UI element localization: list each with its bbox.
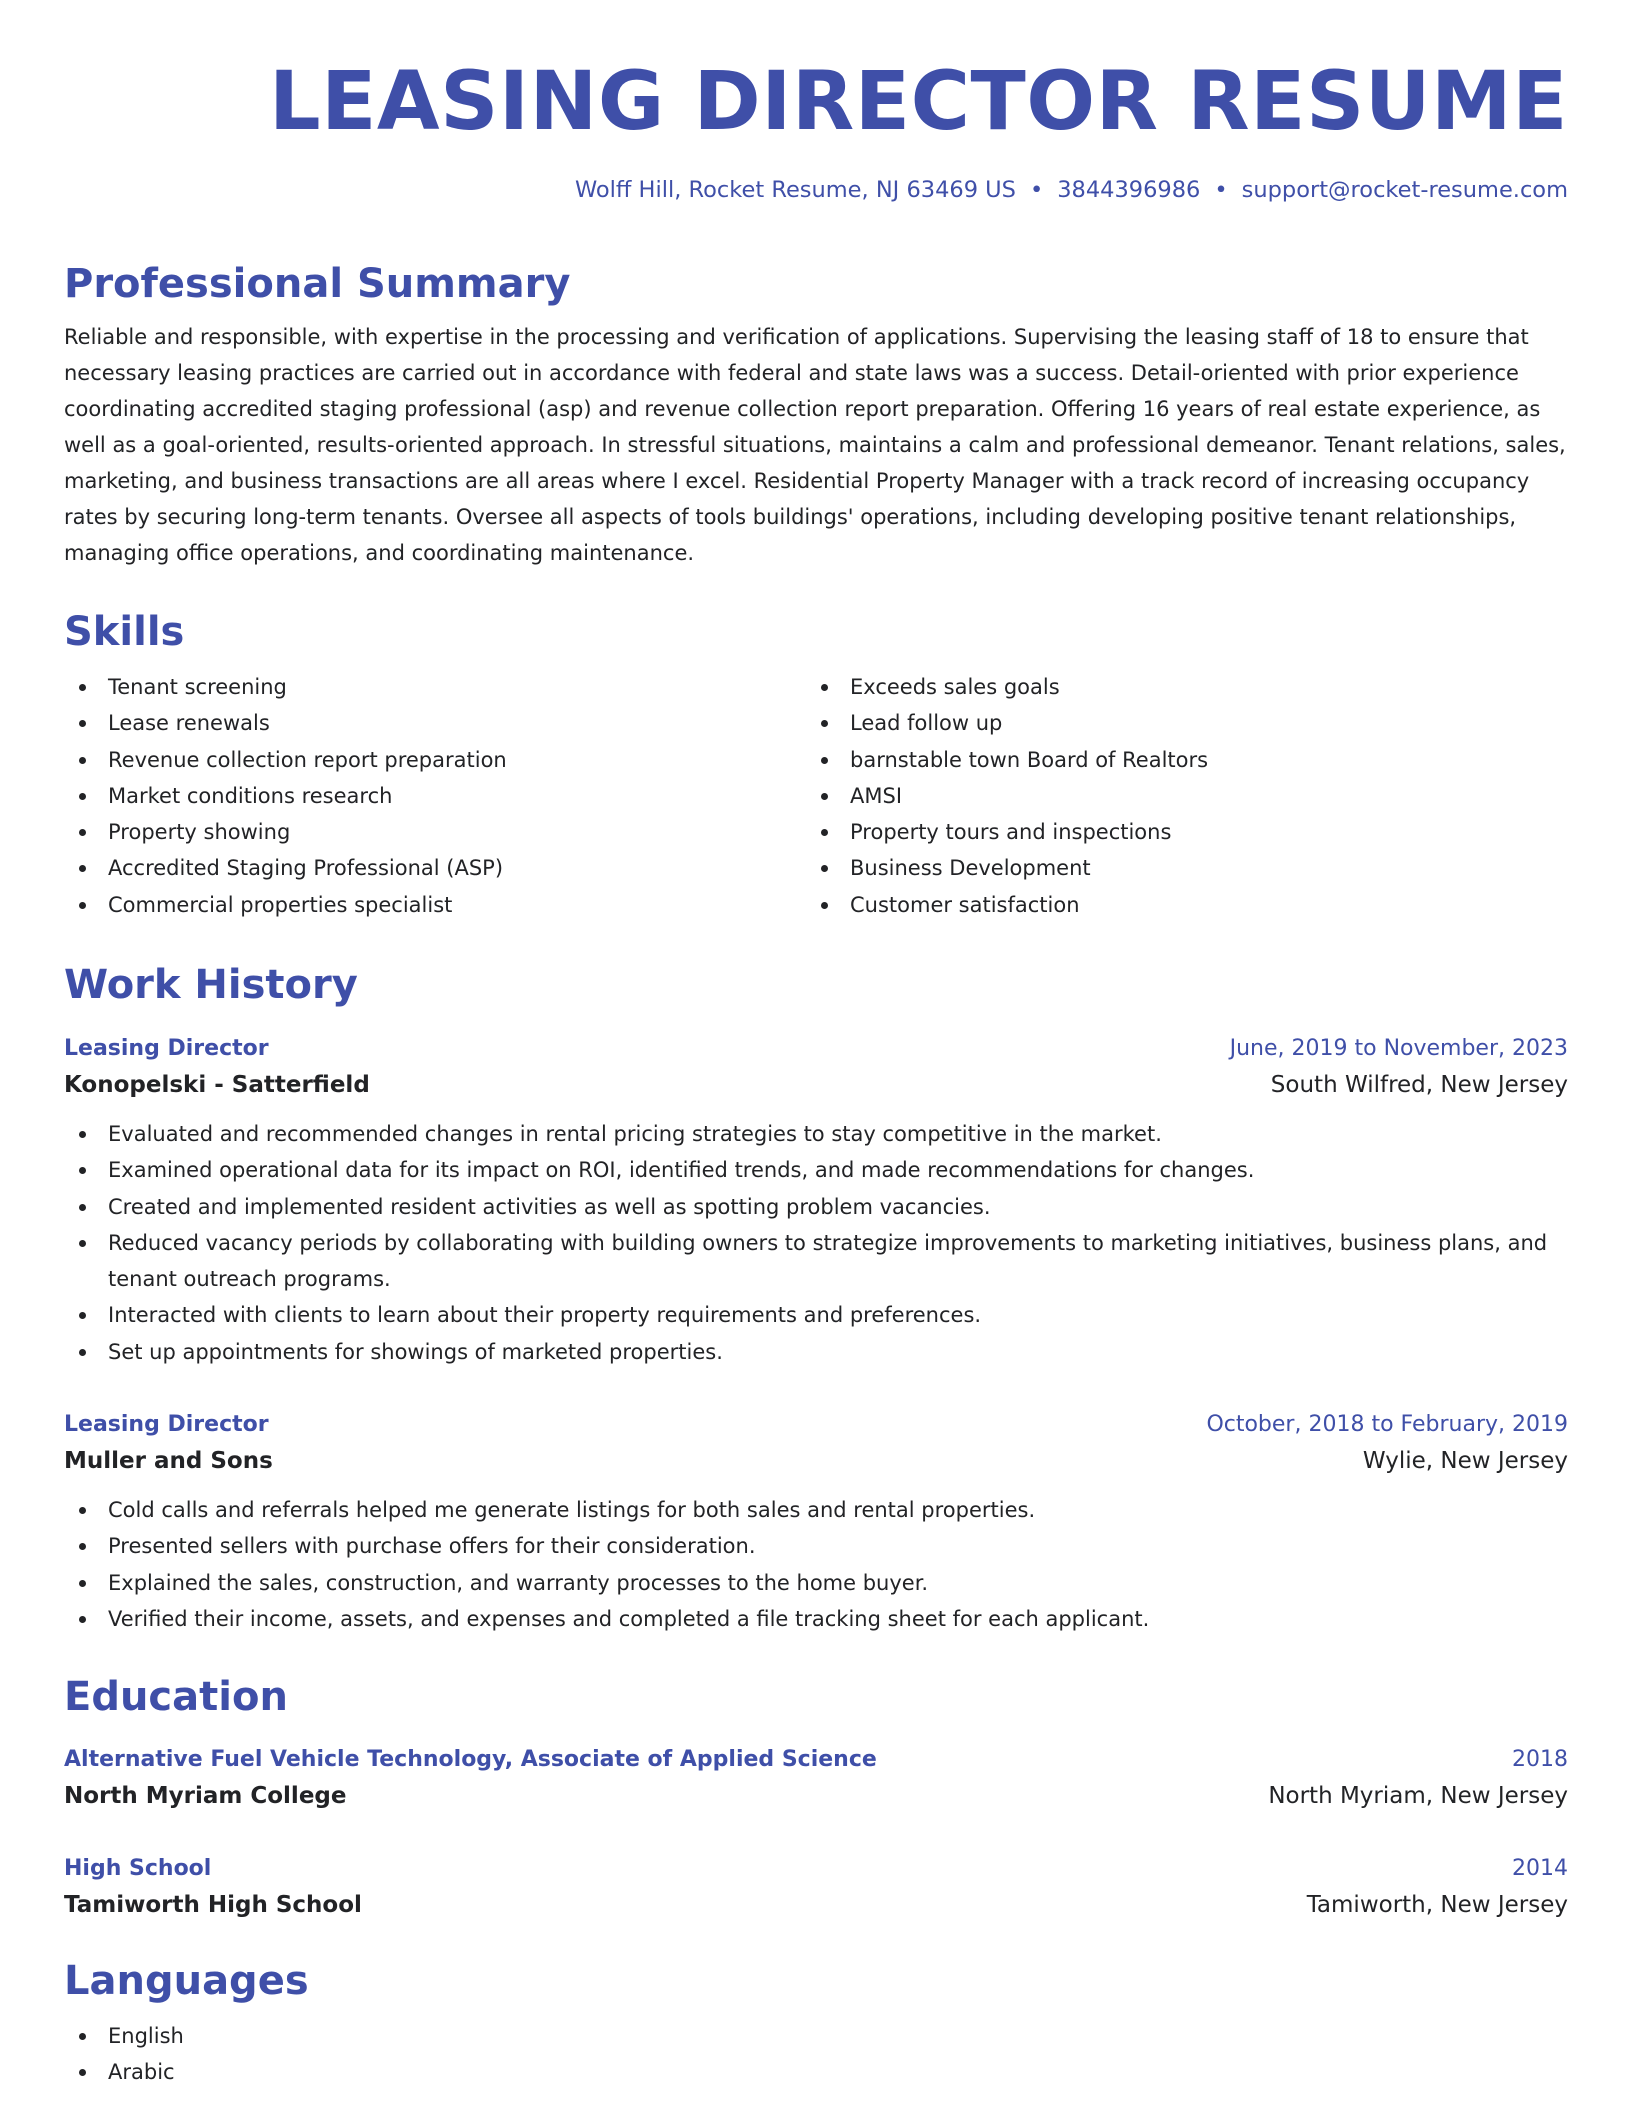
education-school: Tamiworth High School [64, 1892, 362, 1918]
contact-email[interactable]: support@rocket-resume.com [1241, 177, 1568, 203]
job-duties [64, 1116, 1568, 1370]
contact-separator: • [1029, 177, 1044, 203]
skill-item: AMSI [806, 778, 1548, 814]
job-dates: October, 2018 to February, 2019 [1206, 1412, 1568, 1437]
skill-item: Commercial properties specialist [64, 887, 806, 923]
contact-address: Wolff Hill, Rocket Resume, NJ 63469 US [574, 177, 1016, 203]
job-company-row [64, 1066, 1568, 1104]
skill-item: Lead follow up [806, 705, 1548, 741]
skills-section [64, 607, 1568, 923]
education-location: North Myriam, New Jersey [1268, 1783, 1568, 1809]
job-duty: Interacted with clients to learn about their property requirements and preferences. [64, 1297, 1568, 1333]
skills-columns [64, 669, 1568, 923]
job-header-row [64, 1408, 1568, 1442]
language-item: English [64, 2018, 1568, 2054]
skill-item: Business Development [806, 850, 1548, 886]
work-history-section [64, 960, 1568, 1010]
job-header-row [64, 1032, 1568, 1066]
job-duty: Cold calls and referrals helped me generate listings for both sales and rental properties. [64, 1492, 1568, 1528]
job-company: Konopelski - Satterfield [64, 1072, 370, 1098]
skill-item: Tenant screening [64, 669, 806, 705]
skill-item: Lease renewals [64, 705, 806, 741]
job-duties [64, 1492, 1568, 1637]
section-title-work: Work History [64, 962, 358, 1008]
job-duty: Set up appointments for showings of marketed properties. [64, 1334, 1568, 1370]
job-entry [64, 1408, 1568, 1637]
languages-section [64, 1956, 1568, 2091]
job-company-row [64, 1442, 1568, 1480]
resume-header [64, 52, 1568, 206]
skill-item: Property showing [64, 814, 806, 850]
job-dates: June, 2019 to November, 2023 [1229, 1036, 1568, 1061]
job-duty: Verified their income, assets, and expenses and completed a file tracking sheet for each applicant. [64, 1601, 1568, 1637]
section-title-languages: Languages [64, 1958, 309, 2004]
education-location: Tamiworth, New Jersey [1306, 1892, 1568, 1918]
skill-item: Market conditions research [64, 778, 806, 814]
skills-list-right [806, 669, 1548, 923]
job-duty: Explained the sales, construction, and warranty processes to the home buyer. [64, 1565, 1568, 1601]
languages-list [64, 2018, 1568, 2091]
section-title-skills: Skills [64, 609, 185, 655]
job-company: Muller and Sons [64, 1448, 273, 1474]
skill-item: Property tours and inspections [806, 814, 1548, 850]
job-duty: Evaluated and recommended changes in rental pricing strategies to stay competitive in the market. [64, 1116, 1568, 1152]
contact-line [64, 174, 1568, 206]
skill-item: Customer satisfaction [806, 887, 1548, 923]
education-degree: Alternative Fuel Vehicle Technology, Associate of Applied Science [64, 1747, 877, 1772]
education-school-row [64, 1886, 1568, 1924]
section-title-education: Education [64, 1674, 288, 1720]
job-location: South Wilfred, New Jersey [1270, 1072, 1568, 1098]
job-duty: Examined operational data for its impact on ROI, identified trends, and made recommendations for changes. [64, 1152, 1568, 1188]
education-year: 2018 [1512, 1747, 1568, 1772]
education-school-row [64, 1777, 1568, 1815]
education-section [64, 1672, 1568, 1722]
skill-item: barnstable town Board of Realtors [806, 742, 1548, 778]
contact-separator: • [1214, 177, 1228, 203]
job-title: Leasing Director [64, 1412, 269, 1437]
job-duty: Presented sellers with purchase offers for their consideration. [64, 1528, 1568, 1564]
job-duty: Reduced vacancy periods by collaborating with building owners to strategize improvements to marketing initiatives, business plans, and tenant outreach programs. [64, 1225, 1568, 1298]
skill-item: Revenue collection report preparation [64, 742, 806, 778]
resume-title: LEASING DIRECTOR RESUME [268, 55, 1568, 149]
job-location: Wylie, New Jersey [1362, 1448, 1568, 1474]
contact-phone: 3844396986 [1057, 177, 1201, 203]
summary-text: Reliable and responsible, with expertise in the processing and verification of applications. Supervising the leasing staff of 18 to ensure that necessary leasing practices are carried out in accordance with federal and state laws was a success. Detail-oriented with prior experience coordinating accredited staging professional (asp) and revenue collection report preparation. Offering 16 years of real estate experience, as well as a goal-oriented, results-oriented approach. In stressful situations, maintains a calm and professional demeanor. Tenant relations, sales, marketing, and business transactions are all areas where I excel. Residential Property Manager with a track record of increasing occupancy rates by securing long-term tenants. Oversee all aspects of tools buildings' operations, including developing positive tenant relationships, managing office operations, and coordinating maintenance. [64, 325, 1566, 565]
education-header-row [64, 1743, 1568, 1777]
job-title: Leasing Director [64, 1036, 269, 1061]
skill-item: Accredited Staging Professional (ASP) [64, 850, 806, 886]
skills-list-left [64, 669, 806, 923]
education-school: North Myriam College [64, 1783, 347, 1809]
section-title-summary: Professional Summary [64, 261, 571, 307]
skill-item: Exceeds sales goals [806, 669, 1548, 705]
language-item: Arabic [64, 2054, 1568, 2090]
job-duty: Created and implemented resident activities as well as spotting problem vacancies. [64, 1189, 1568, 1225]
summary-section [64, 259, 1568, 571]
education-entry [64, 1743, 1568, 1815]
education-year: 2014 [1512, 1856, 1568, 1881]
education-degree: High School [64, 1856, 212, 1881]
education-header-row [64, 1852, 1568, 1886]
education-entry [64, 1852, 1568, 1924]
job-entry [64, 1032, 1568, 1370]
